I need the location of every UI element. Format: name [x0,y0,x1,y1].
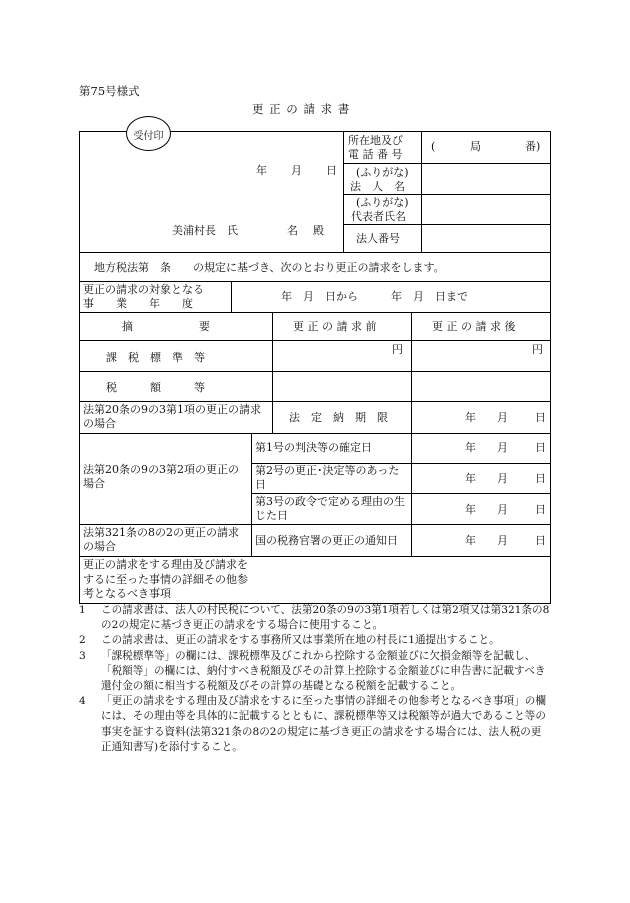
rule [411,312,412,556]
reason-label: 更正の請求をする理由及び請求をするに至った事情の詳細その他参考となるべき事項 [83,558,248,600]
date-day: 日 [326,164,337,177]
rule [79,340,551,341]
date-year: 年 [256,164,267,177]
rule [343,163,551,164]
note-text: この請求書は、更正の請求をする事務所又は事業所在地の村長に1通提出すること。 [101,634,500,647]
rule [79,524,551,525]
phone-kyoku: 局 [470,140,481,153]
form-title: 更 正 の 請 求 書 [252,102,351,116]
ymd-year: 年 [465,411,476,424]
sub-1-label: 第1号の判決等の確定日 [255,441,372,454]
ymd-month: 月 [497,441,508,454]
ymd-year: 年 [465,503,476,516]
addressee-honorific: 殿 [313,224,324,237]
note-item [79,603,551,633]
art321-label: 法第321条の8の2の更正の請求の場合 [83,526,239,553]
rule [231,281,232,312]
header-before: 更 正 の 請 求 前 [293,320,377,333]
rule [79,556,551,557]
national-notice-label: 国の税務官署の更正の通知日 [255,534,398,547]
ymd-day: 日 [535,411,546,424]
reception-stamp [126,116,171,151]
rule [343,131,344,252]
period-label: 事 業 年 度 [83,297,193,310]
note-item [79,633,551,648]
ymd-year: 年 [465,472,476,485]
ymd-day: 日 [535,503,546,516]
ymd-month: 月 [497,534,508,547]
addressee-prefix: 美浦村長 氏 [172,224,238,237]
phone-label: 電 話 番 号 [348,148,403,161]
period-value: 年 月 日から 年 月 日まで [281,290,468,303]
phone-ban: 番) [525,140,541,153]
addressee-name-label: 名 [287,224,298,237]
header-after: 更 正 の 請 求 後 [432,320,516,333]
sub-3-label: 第3号の政令で定める理由の生じた日 [255,495,405,522]
form-number: 第75号様式 [79,84,140,98]
rule [251,493,551,494]
rule [79,433,551,434]
rule [79,371,551,372]
stamp-label: 受付印 [133,131,164,142]
ymd-year: 年 [465,441,476,454]
rule [343,194,551,195]
ymd-year: 年 [465,534,476,547]
corp-number-label: 法人番号 [356,232,400,245]
note-item [79,694,551,755]
rule [79,252,551,253]
ymd-month: 月 [497,503,508,516]
art20-para1-label: 法第20条の9の3第1項の更正の請求の場合 [83,403,261,430]
art20-para2-label: 法第20条の9の3第2項の更正の場合 [83,463,239,490]
note-item [79,649,551,695]
phone-open: ( [431,140,436,153]
furigana-label: (ふりがな) [356,166,409,179]
note-number: 1 [79,604,86,616]
ymd-day: 日 [535,534,546,547]
rule [79,312,551,313]
date-month: 月 [291,164,302,177]
ymd-month: 月 [497,411,508,424]
tax-base-label: 課 税 標 準 等 [106,351,205,364]
ymd-month: 月 [497,472,508,485]
note-number: 3 [79,649,86,662]
note-text: 「更正の請求をする理由及び請求をするに至った事情の詳細その他参考となるべき事項」の欄には、その理由等を具体的に記載するとともに、課税標準等又は税額等が過大であること等の事実を証する資料(法第321条の8の2の規定に基づき更正の請求をする場合には、法人税の更正通知書写)を添付すること。 [101,695,546,753]
rule [79,281,551,282]
rule [251,433,252,556]
rule [421,131,422,252]
rule [79,401,551,402]
rule [343,224,551,225]
yen-after: 円 [532,343,543,356]
note-number: 2 [79,634,86,647]
deadline-label: 法 定 納 期 限 [289,411,388,424]
rep-name-label: 代表者氏名 [351,210,406,223]
address-label: 所在地及び [348,134,403,147]
tax-amount-label: 税 額 等 [106,381,205,394]
sub-2-label: 第2号の更正･決定等のあった日 [255,464,400,491]
statement: 地方税法第 条 の規定に基づき、次のとおり更正の請求をします。 [94,261,445,274]
note-number: 4 [79,695,86,708]
furigana-label: (ふりがな) [356,196,409,209]
yen-before: 円 [392,343,403,356]
notes [79,603,551,755]
note-text: この請求書は、法人の村民税について、法第20条の9の3第1項若しくは第2項又は第321条の8の2の規定に基づき更正の請求をする場合に使用すること。 [101,604,550,632]
ymd-day: 日 [535,472,546,485]
period-label: 更正の請求の対象となる [83,283,204,296]
header-summary: 摘 要 [122,320,210,333]
corp-name-label: 法 人 名 [350,180,405,193]
rule [272,312,273,433]
note-text: 「課税標準等」の欄には、課税標準及びこれから控除する金額並びに欠損金額等を記載し、「税額等」の欄には、納付すべき税額及びその計算上控除する金額並びに申告書に記載すべき還付金の額に相当する税額及びその計算の基礎となる税額を記載すること。 [101,649,546,693]
ymd-day: 日 [535,441,546,454]
